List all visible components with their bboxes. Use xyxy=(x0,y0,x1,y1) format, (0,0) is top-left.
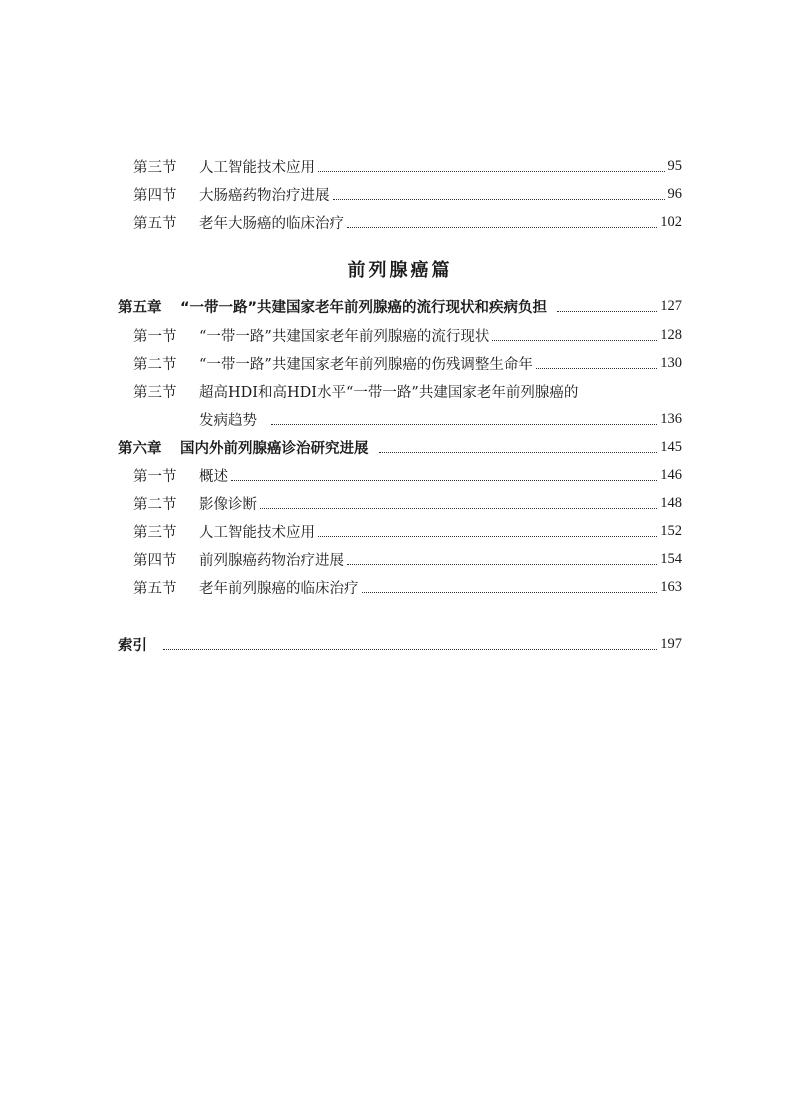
toc-entry[interactable] xyxy=(133,491,682,515)
toc-entry[interactable] xyxy=(133,575,682,599)
toc-entry[interactable] xyxy=(133,519,682,543)
dot-leader xyxy=(318,536,657,537)
section-title: “一带一路”共建国家老年前列腺癌的伤残调整生命年 xyxy=(199,356,533,373)
section-title: 影像诊断 xyxy=(199,496,257,513)
section-number: 第二节 xyxy=(133,356,177,373)
dot-leader xyxy=(271,424,657,425)
page-number: 148 xyxy=(660,494,682,511)
section-number: 第五节 xyxy=(133,215,177,232)
section-title: 前列腺癌药物治疗进展 xyxy=(199,552,344,569)
dot-leader xyxy=(557,311,657,312)
dot-leader xyxy=(333,199,665,200)
part-heading: 前列腺癌篇 xyxy=(347,260,453,281)
section-number: 第五节 xyxy=(133,580,177,597)
dot-leader xyxy=(318,171,665,172)
page-number: 102 xyxy=(660,213,682,230)
chapter-entry[interactable] xyxy=(118,294,682,318)
section-title: 人工智能技术应用 xyxy=(199,524,315,541)
page-number: 154 xyxy=(660,550,682,567)
toc-entry[interactable] xyxy=(133,547,682,571)
page-number: 128 xyxy=(660,326,682,343)
section-title: “一带一路”共建国家老年前列腺癌的流行现状 xyxy=(199,328,490,345)
section-number: 第三节 xyxy=(133,159,177,176)
page-number: 163 xyxy=(660,578,682,595)
section-number: 第一节 xyxy=(133,328,177,345)
page-number: 146 xyxy=(660,466,682,483)
chapter-number: 第六章 xyxy=(118,440,162,457)
section-title: 老年大肠癌的临床治疗 xyxy=(199,215,344,232)
dot-leader xyxy=(536,368,657,369)
toc-entry[interactable] xyxy=(133,351,682,375)
toc-entry[interactable] xyxy=(133,154,682,178)
toc-entry[interactable] xyxy=(133,463,682,487)
page-number: 136 xyxy=(660,410,682,427)
dot-leader xyxy=(379,452,658,453)
section-number: 第一节 xyxy=(133,468,177,485)
chapter-entry[interactable] xyxy=(118,435,682,459)
page-number: 95 xyxy=(667,157,682,174)
section-title: 大肠癌药物治疗进展 xyxy=(199,187,330,204)
section-title: 老年前列腺癌的临床治疗 xyxy=(199,580,359,597)
toc-entry[interactable] xyxy=(133,182,682,206)
dot-leader xyxy=(163,649,657,650)
page-number: 152 xyxy=(660,522,682,539)
toc-entry-continuation[interactable] xyxy=(199,407,682,431)
chapter-number: 第五章 xyxy=(118,299,162,316)
section-title: 超高HDI和高HDI水平“一带一路”共建国家老年前列腺癌的 xyxy=(199,384,579,401)
section-number: 第三节 xyxy=(133,524,177,541)
toc-entry[interactable] xyxy=(133,323,682,347)
index-entry[interactable] xyxy=(118,632,682,656)
dot-leader xyxy=(347,564,657,565)
dot-leader xyxy=(260,508,657,509)
chapter-title: 国内外前列腺癌诊治研究进展 xyxy=(180,440,369,457)
page-number: 127 xyxy=(660,297,682,314)
section-number: 第四节 xyxy=(133,187,177,204)
dot-leader xyxy=(231,480,657,481)
toc-entry[interactable] xyxy=(133,379,578,403)
dot-leader xyxy=(347,227,657,228)
page-number: 145 xyxy=(660,438,682,455)
chapter-title: “一带一路”共建国家老年前列腺癌的流行现状和疾病负担 xyxy=(180,299,548,316)
page-number: 197 xyxy=(660,635,682,652)
page-number: 130 xyxy=(660,354,682,371)
section-title: 人工智能技术应用 xyxy=(199,159,315,176)
section-number: 第二节 xyxy=(133,496,177,513)
section-title-continuation: 发病趋势 xyxy=(199,412,257,429)
page-number: 96 xyxy=(667,185,682,202)
section-number: 第三节 xyxy=(133,384,177,401)
section-title: 概述 xyxy=(199,468,228,485)
toc-entry[interactable] xyxy=(133,210,682,234)
index-title: 索引 xyxy=(118,637,147,654)
dot-leader xyxy=(362,592,658,593)
section-number: 第四节 xyxy=(133,552,177,569)
dot-leader xyxy=(492,340,657,341)
